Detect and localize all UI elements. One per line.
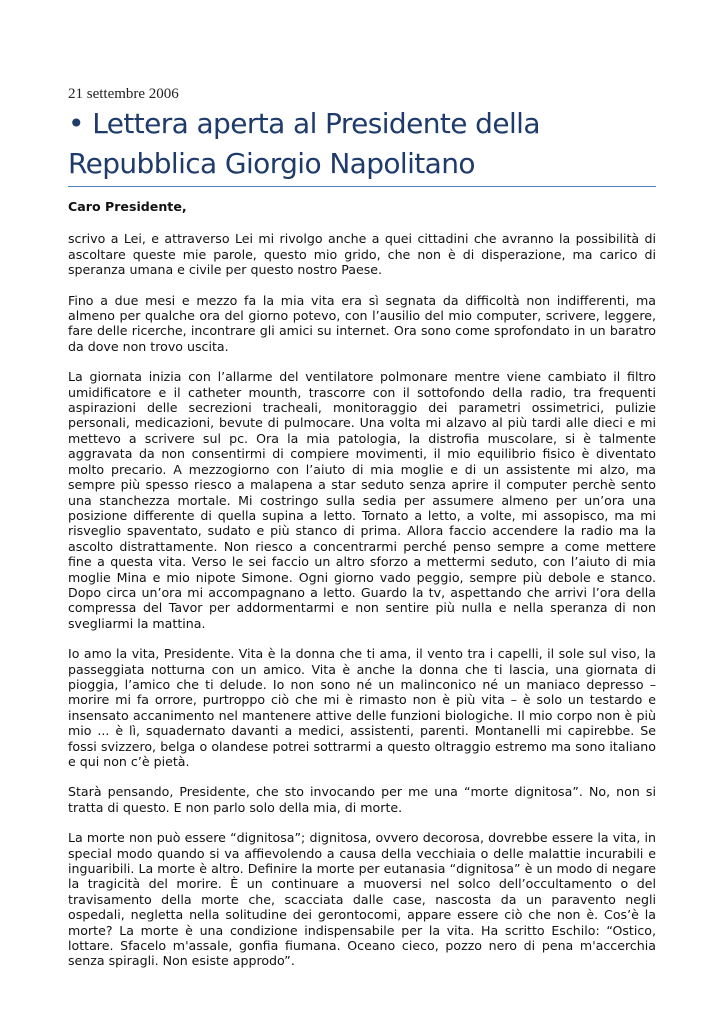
paragraph-4: Io amo la vita, Presidente. Vita è la donna che ti ama, il vento tra i capelli, il sole sul viso, la passeggiata notturna con un amico. Vita è anche la donna che ti lascia, una giornata di pioggia, l’amico che ti delude. Io non sono né un malinconico né un maniaco depresso – morire mi fa orrore, purtroppo ciò che mi è rimasto non è più vita – è solo un testardo e insensato accanimento nel mantenere attive delle funzioni biologiche. Il mio corpo non è più mio ... è lì, squadernato davanti a medici, assistenti, parenti. Montanelli mi capirebbe. Se fossi svizzero, belga o olandese potrei sottrarmi a questo oltraggio estremo ma sono italiano e qui non c’è pietà. (68, 646, 656, 769)
post-date: 21 settembre 2006 (68, 86, 179, 102)
paragraph-2: Fino a due mesi e mezzo fa la mia vita era sì segnata da difficoltà non indifferenti, ma almeno per qualche ora del giorno potevo, con l’ausilio del mio computer, scrivere, leggere, fare delle ricerche, incontrare gli amici su internet. Ora sono come sprofondato in un baratro da dove non trovo uscita. (68, 292, 656, 354)
letter-body (68, 199, 656, 984)
paragraph-1: scrivo a Lei, e attraverso Lei mi rivolgo anche a quei cittadini che avranno la possibilità di ascoltare queste mie parole, questo mio grido, che non è di disperazione, ma carico di speranza umana e civile per questo nostro Paese. (68, 231, 656, 278)
paragraph-6: La morte non può essere “dignitosa”; dignitosa, ovvero decorosa, dovrebbe essere la vita, in special modo quando si va affievolendo a causa della vecchiaia o delle malattie incurabili e inguaribili. La morte è altro. Definire la morte per eutanasia “dignitosa” è un modo di negare la tragicità del morire. È un continuare a muoversi nel solco dell’occultamento o del travisamento della morte che, scacciata dalle case, nascosta da un paravento negli ospedali, negletta nella solitudine dei gerontocomi, appare essere ciò che non è. Cos’è la morte? La morte è una condizione indispensabile per la vita. Ha scritto Eschilo: “Ostico, lottare. Sfacelo m'assale, gonfia fiumana. Oceano cieco, pozzo nero di pena m'accerchia senza spiragli. Non esiste approdo”. (68, 830, 656, 969)
paragraph-3: La giornata inizia con l’allarme del ventilatore polmonare mentre viene cambiato il filtro umidificatore e il catheter mounth, trascorre con il sottofondo della radio, tra frequenti aspirazioni delle secrezioni tracheali, monitoraggio dei parametri ossimetrici, pulizie personali, medicazioni, bevute di pulmocare. Una volta mi alzavo al più tardi alle dieci e mi mettevo a scrivere sul pc. Ora la mia patologia, la distrofia muscolare, si è talmente aggravata da non consentirmi di compiere movimenti, il mio equilibrio fisico è diventato molto precario. A mezzogiorno con l’aiuto di mia moglie e di un assistente mi alzo, ma sempre più spesso riesco a malapena a star seduto senza aprire il computer perchè sento una stanchezza mortale. Mi costringo sulla sedia per assumere almeno per un’ora una posizione differente di quella supina a letto. Tornato a letto, a volte, mi assopisco, ma mi risveglio spaventato, sudato e più stanco di prima. Allora faccio accendere la radio ma la ascolto distrattamente. Non riesco a concentrarmi perché penso sempre a come mettere fine a questa vita. Verso le sei faccio un altro sforzo a mettermi seduto, con l’aiuto di mia moglie Mina e mio nipote Simone. Ogni giorno vado peggio, sempre più debole e stanco. Dopo circa un’ora mi accompagnano a letto. Guardo la tv, aspettando che arrivi l’ora della compressa del Tavor per addormentarmi e non sentire più nulla e nella speranza di non svegliarmi la mattina. (68, 369, 656, 631)
paragraph-5: Starà pensando, Presidente, che sto invocando per me una “morte dignitosa”. No, non si tratta di questo. E non parlo solo della mia, di morte. (68, 784, 656, 815)
salutation: Caro Presidente, (68, 199, 187, 214)
page-title: • Lettera aperta al Presidente della Repubblica Giorgio Napolitano (68, 104, 656, 187)
